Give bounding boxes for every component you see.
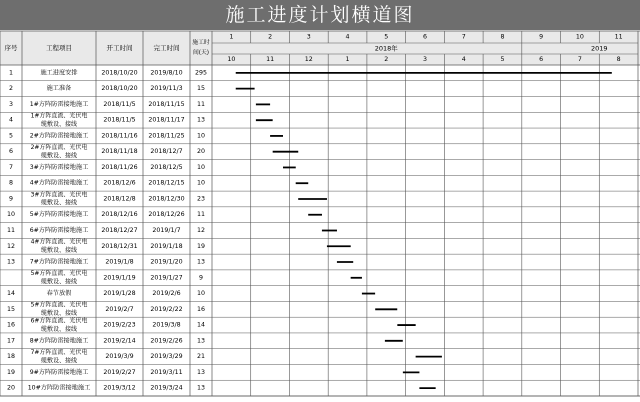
timeline-index-label: 2 [268, 33, 273, 41]
row-no: 14 [6, 290, 16, 298]
row-name: 缆敷设、接线 [40, 120, 78, 128]
timeline-index-label: 1 [229, 33, 234, 41]
row-name: 春节放假 [46, 290, 72, 298]
row-no: 8 [8, 179, 14, 187]
row-no: 5 [8, 132, 14, 140]
row-start: 2019/2/14 [103, 337, 136, 345]
row-start: 2018/11/5 [103, 100, 136, 108]
row-end: 2019/3/29 [150, 353, 183, 361]
row-start: 2018/12/8 [103, 195, 136, 203]
timeline-month-label: 10 [227, 56, 236, 63]
row-end: 2018/12/15 [148, 179, 185, 187]
row-start: 2019/3/12 [103, 384, 136, 392]
row-name: 4#方阵防雷接地施工 [29, 179, 89, 187]
timeline-month-label: 12 [304, 56, 313, 63]
row-end: 2019/3/11 [150, 368, 183, 376]
row-end: 2019/1/7 [152, 227, 181, 234]
timeline-index-label: 5 [384, 33, 389, 41]
row-name: 缆敷设、接线 [40, 310, 78, 318]
row-duration: 13 [196, 116, 206, 124]
row-no: 4 [8, 116, 14, 124]
row-duration: 13 [196, 384, 206, 392]
row-start: 2018/12/16 [101, 211, 138, 219]
row-duration: 16 [196, 305, 206, 313]
row-start: 2019/2/23 [103, 321, 136, 329]
row-name: 5#方阵直流、光伏电 [30, 301, 88, 309]
row-no: 19 [6, 368, 16, 376]
row-end: 2019/3/8 [152, 321, 181, 329]
row-name: 缆敷设、接线 [40, 152, 78, 160]
row-duration: 13 [196, 337, 206, 345]
timeline-month-label: 7 [577, 56, 582, 63]
row-end: 2019/3/24 [150, 384, 183, 392]
row-no: 17 [6, 337, 16, 345]
row-no: 7 [8, 163, 14, 171]
row-name: 1#方阵直流、光伏电 [30, 112, 88, 120]
timeline-month-label: 6 [539, 56, 544, 63]
timeline-month-label: 2 [384, 56, 389, 63]
header-no: 序号 [4, 44, 18, 52]
row-no: 10 [6, 211, 16, 219]
timeline-year-label: 2018年 [374, 44, 398, 53]
row-start: 2018/12/31 [101, 242, 138, 250]
row-name: 6#方阵防雷接地施工 [29, 227, 89, 234]
row-no: 6 [8, 148, 14, 156]
row-start: 2018/11/26 [101, 163, 138, 171]
timeline-index-label: 8 [500, 33, 505, 41]
timeline-index-label: 10 [575, 33, 584, 41]
row-end: 2018/12/5 [150, 163, 183, 171]
header-end: 完工时间 [153, 44, 180, 52]
row-start: 2019/1/8 [105, 258, 134, 266]
timeline-month-label: 4 [461, 56, 466, 63]
row-start: 2018/10/20 [101, 69, 138, 77]
row-name: 缆敷设、接线 [40, 246, 78, 254]
row-end: 2018/11/25 [148, 132, 185, 140]
row-duration: 23 [196, 195, 206, 203]
row-start: 2019/3/9 [105, 353, 134, 361]
row-start: 2018/11/5 [103, 116, 136, 124]
row-no: 12 [6, 242, 16, 250]
row-end: 2018/12/30 [148, 195, 185, 203]
row-no: 15 [6, 305, 16, 313]
row-start: 2018/11/18 [101, 148, 138, 156]
row-duration: 14 [196, 321, 206, 329]
row-name: 缆敷设、接线 [40, 357, 78, 365]
timeline-year-label: 2019 [590, 44, 608, 53]
row-no: 13 [6, 258, 16, 266]
row-name: 施工进度安排 [40, 69, 78, 77]
row-end: 2019/2/26 [150, 337, 183, 345]
row-duration: 21 [196, 353, 206, 361]
row-name: 2#方阵防雷接地施工 [29, 132, 89, 140]
row-end: 2019/1/18 [150, 242, 183, 250]
timeline-index-label: 11 [614, 33, 623, 41]
row-no: 18 [6, 353, 16, 361]
row-name: 10#方阵防雷接地施工 [27, 384, 91, 392]
row-duration: 11 [196, 100, 206, 108]
row-end: 2018/12/26 [148, 211, 185, 219]
row-name: 7#方阵直流、光伏电 [30, 348, 88, 356]
row-duration: 10 [196, 163, 206, 171]
row-end: 2019/8/10 [150, 69, 183, 77]
row-name: 5#方阵直流、光伏电 [30, 270, 88, 278]
page-title: 施工进度计划横道图 [0, 0, 640, 30]
timeline-month-label: 5 [500, 56, 505, 63]
timeline-month-label: 8 [616, 56, 621, 63]
header-duration: 间(天) [192, 50, 210, 56]
row-duration: 10 [196, 132, 206, 140]
row-start: 2018/12/27 [101, 227, 138, 234]
row-end: 2019/2/6 [152, 290, 181, 298]
row-end: 2018/12/7 [150, 148, 183, 156]
row-duration: 19 [196, 242, 206, 250]
row-start: 2018/11/16 [101, 132, 138, 140]
timeline-index-label: 4 [345, 33, 350, 41]
timeline-index-label: 3 [306, 33, 311, 41]
row-start: 2019/1/19 [103, 274, 136, 282]
row-name: 2#方阵直流、光伏电 [30, 143, 88, 151]
row-name: 7#方阵防雷接地施工 [29, 258, 89, 266]
row-name: 6#方阵直流、光伏电 [30, 317, 88, 325]
row-no: 9 [8, 195, 14, 203]
row-duration: 10 [196, 179, 206, 187]
row-name: 3#方阵防雷接地施工 [29, 163, 89, 171]
row-end: 2018/11/15 [148, 100, 185, 108]
timeline-month-label: 1 [345, 56, 350, 63]
row-start: 2018/10/20 [101, 85, 138, 93]
row-duration: 13 [196, 368, 206, 376]
row-duration: 13 [196, 258, 206, 266]
timeline-month-label: 11 [266, 56, 275, 63]
row-start: 2019/2/27 [103, 368, 136, 376]
row-end: 2019/11/3 [150, 85, 183, 93]
row-duration: 20 [196, 148, 206, 156]
row-start: 2019/2/7 [105, 305, 134, 313]
row-no: 20 [6, 384, 16, 392]
row-name: 3#方阵直流、光伏电 [30, 191, 88, 199]
row-end: 2019/1/27 [150, 274, 183, 282]
row-duration: 11 [196, 211, 206, 219]
row-duration: 15 [196, 85, 206, 93]
row-end: 2019/1/20 [150, 258, 183, 266]
row-duration: 9 [198, 274, 204, 282]
row-duration: 12 [196, 227, 206, 234]
timeline-index-label: 6 [422, 33, 428, 41]
header-start: 开工时间 [106, 44, 133, 52]
row-name: 施工准备 [46, 85, 72, 93]
row-no: 3 [8, 100, 14, 108]
header-name: 工程项目 [46, 44, 72, 52]
row-no: 11 [6, 227, 16, 234]
row-name: 8#方阵防雷接地施工 [29, 337, 89, 345]
row-start: 2019/1/28 [103, 290, 136, 298]
row-no: 16 [6, 321, 16, 329]
header-duration: 施工时 [192, 40, 210, 46]
row-end: 2019/2/22 [150, 305, 183, 313]
row-no: 2 [8, 85, 14, 93]
row-name: 缆敷设、接线 [40, 199, 78, 207]
row-name: 4#方阵直流、光伏电 [30, 238, 88, 246]
row-end: 2018/11/17 [148, 116, 185, 124]
row-duration: 295 [194, 69, 208, 77]
row-duration: 10 [196, 290, 206, 298]
row-name: 缆敷设、接线 [40, 325, 78, 333]
timeline-month-label: 3 [422, 56, 428, 63]
row-name: 9#方阵防雷接地施工 [29, 368, 89, 376]
timeline-index-label: 7 [461, 33, 466, 41]
row-no: 1 [8, 69, 14, 77]
row-name: 缆敷设、接线 [40, 278, 78, 286]
row-start: 2018/12/6 [103, 179, 136, 187]
row-name: 1#方阵防雷接地施工 [29, 100, 89, 108]
row-name: 5#方阵防雷接地施工 [29, 211, 89, 219]
timeline-index-label: 9 [539, 33, 544, 41]
